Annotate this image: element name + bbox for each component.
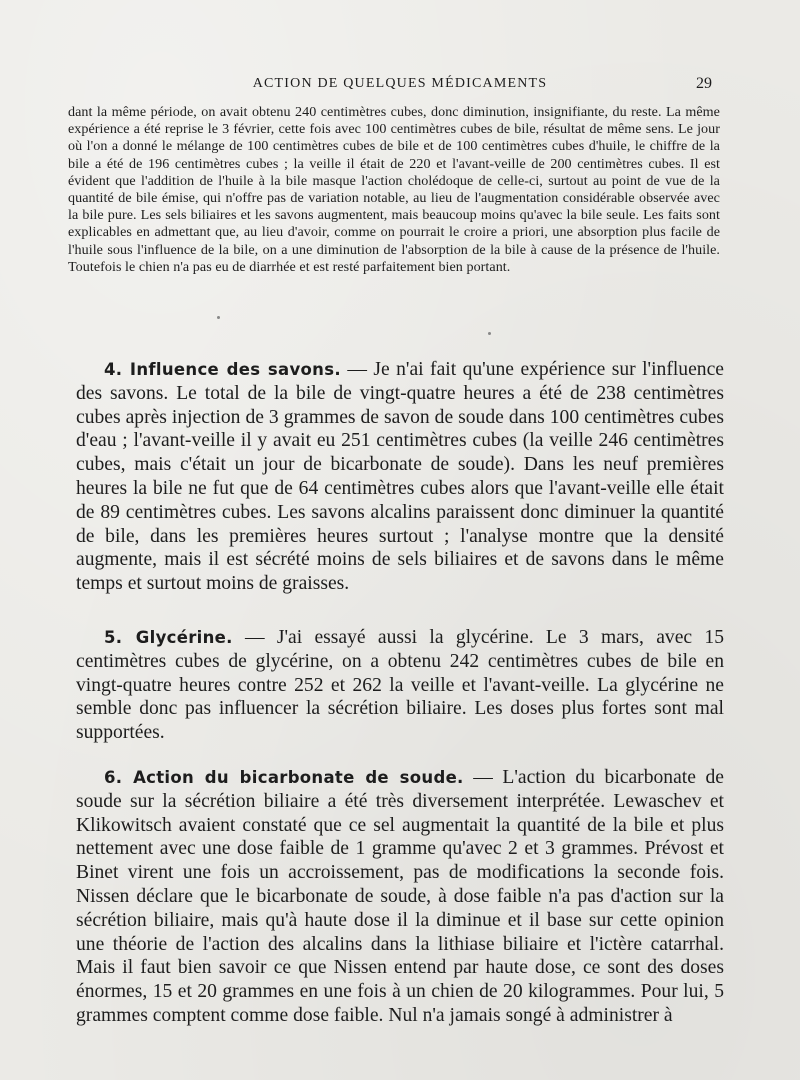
print-speck (488, 332, 491, 335)
section-paragraph (76, 766, 724, 1028)
section-text: — Je n'ai fait qu'une expérience sur l'influence des savons. Le total de la bile de vingt-quatre heures a été de 238 centimètres cubes après injection de 3 grammes de savon de soude dans 100 centimètres cubes d'eau ; l'avant-veille il y avait eu 251 centimètres cubes (la veille 246 centimètres cubes, mais c'était un jour de bicarbonate de soude). Dans les neuf premières heures la bile ne fut que de 64 centimètres cubes alors que l'avant-veille elle était de 89 centimètres cubes. Les savons alcalins paraissent donc diminuer la quantité de bile, dans les premières heures surtout ; l'analyse montre que la densité augmente, mais il est sécrété moins de sels biliaires et de savons dans le même temps et surtout moins de graisses. (76, 359, 724, 595)
section-bicarbonate-de-soude (76, 766, 724, 1028)
page-number: 29 (696, 75, 712, 92)
section-text: — L'action du bicarbonate de soude sur la sécrétion biliaire a été très diversement interprétée. Lewaschev et Klikowitsch avaient constaté que ce sel augmentait la quantité de la bile et plus nettement avec une dose faible de 1 gramme qu'avec 2 et 3 grammes. Prévost et Binet virent une fois un accroissement, pas de modifications la seconde fois. Nissen déclare que le bicarbonate de soude, à dose faible n'a pas d'action sur la sécrétion biliaire, mais qu'à haute dose il la diminue et il base sur cette opinion une théorie de l'action des alcalins dans la lithiase biliaire et l'ictère catarrhal. Mais il faut bien savoir ce que Nissen entend par haute dose, ce sont des doses énormes, 15 et 20 grammes en une fois à un chien de 20 kilogrammes. Pour lui, 5 grammes comptent comme dose faible. Nul n'a jamais songé à administrer à (76, 767, 724, 1026)
continuation-paragraph (68, 104, 720, 276)
section-glycerine (76, 626, 724, 745)
section-text: — J'ai essayé aussi la glycérine. Le 3 mars, avec 15 centimètres cubes de glycérine, on a obtenu 242 centimètres cubes de bile en vingt-quatre heures contre 252 et 262 la veille et l'avant-veille. La glycérine ne semble donc pas influencer la sécrétion biliaire. Les doses plus fortes sont mal supportées. (76, 627, 724, 744)
section-heading: 5. Glycérine. (104, 628, 233, 647)
section-heading: 4. Influence des savons. (104, 360, 341, 379)
section-heading: 6. Action du bicarbonate de soude. (104, 768, 464, 787)
print-speck (217, 316, 220, 319)
section-influence-des-savons (76, 358, 724, 596)
running-title: ACTION DE QUELQUES MÉDICAMENTS (252, 76, 548, 91)
section-paragraph (76, 626, 724, 745)
continuation-text: dant la même période, on avait obtenu 240 centimètres cubes, donc diminution, insignifiante, du reste. La même expérience a été reprise le 3 février, cette fois avec 100 centimètres cubes de bile, résultat de même sens. Le jour où l'on a donné le mélange de 100 centimètres cubes de bile et de 100 centimètres cubes d'huile, le chiffre de la bile a été de 196 centimètres cubes ; la veille il était de 220 et l'avant-veille de 200 centimètres cubes. Il est évident que l'addition de l'huile à la bile masque l'action cholédoque de celle-ci, surtout au point de vue de la quantité de bile émise, qui n'offre pas de variation notable, au lieu de l'augmentation considérable observée avec la bile pure. Les sels biliaires et les savons augmentent, mais beaucoup moins qu'avec la bile seule. Les faits sont explicables en admettant que, au lieu d'avoir, comme on pourrait le croire a priori, une absorption plus facile de l'huile sous l'influence de la bile, on a une diminution de l'absorption de la bile à cause de la présence de l'huile. Toutefois le chien n'a pas eu de diarrhée et est resté parfaitement bien portant. (68, 104, 720, 275)
section-paragraph (76, 358, 724, 596)
